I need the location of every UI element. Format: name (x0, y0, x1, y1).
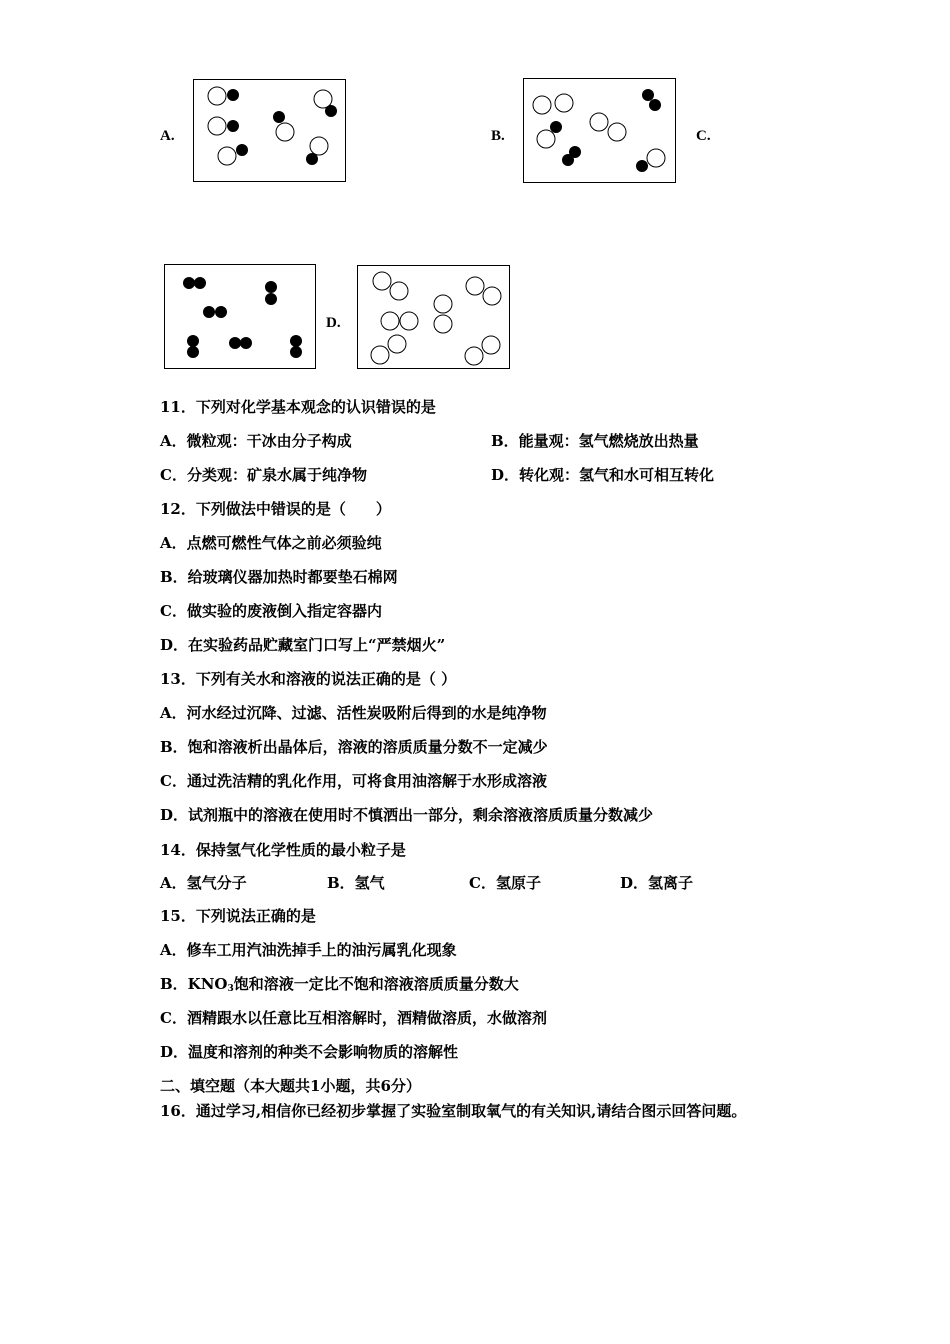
q13-option-d: D．试剂瓶中的溶液在使用时不慎洒出一部分，剩余溶液溶质质量分数减少 (160, 806, 654, 824)
q14-option-b: B．氢气 (327, 874, 385, 892)
q12-option-a: A．点燃可燃性气体之前必须验纯 (160, 534, 382, 552)
molecule-diagram-b (524, 79, 675, 182)
q15-option-b-rest: 饱和溶液一定比不饱和溶液溶质质量分数大 (233, 975, 519, 993)
diagram-box-b (523, 78, 676, 183)
q15-stem: 15．下列说法正确的是 (160, 907, 316, 925)
q15-option-b-prefix: B．KNO (160, 975, 228, 993)
q15-option-c: C．酒精跟水以任意比互相溶解时，酒精做溶质，水做溶剂 (160, 1009, 547, 1027)
molecule-diagram-c (165, 265, 315, 368)
q11-stem: 11．下列对化学基本观念的认识错误的是 (160, 398, 436, 416)
diagram-box-d (357, 265, 510, 369)
q12-option-c: C．做实验的废液倒入指定容器内 (160, 602, 382, 620)
molecule-diagram-a (194, 80, 345, 181)
q14-option-c: C．氢原子 (469, 874, 541, 892)
q15-option-d: D．温度和溶剂的种类不会影响物质的溶解性 (160, 1043, 459, 1061)
diagram-box-a (193, 79, 346, 182)
q12-option-b: B．给玻璃仪器加热时都要垫石棉网 (160, 568, 398, 586)
q15-option-b (160, 974, 519, 999)
option-a-label: A. (160, 128, 175, 144)
q14-option-a: A．氢气分子 (160, 874, 247, 892)
q11-option-d: D．转化观：氢气和水可相互转化 (491, 466, 715, 484)
q13-option-b: B．饱和溶液析出晶体后，溶液的溶质质量分数不一定减少 (160, 738, 548, 756)
section-heading: 二、填空题（本大题共1小题，共6分） (160, 1077, 421, 1095)
q13-option-a: A．河水经过沉降、过滤、活性炭吸附后得到的水是纯净物 (160, 704, 547, 722)
q15-option-b-subscript: 3 (227, 984, 234, 994)
option-d-label: D. (326, 315, 341, 331)
q13-stem: 13．下列有关水和溶液的说法正确的是（ ） (160, 670, 457, 688)
option-c-label: C. (696, 128, 711, 144)
option-b-label: B. (491, 128, 505, 144)
q15-option-a: A．修车工用汽油洗掉手上的油污属乳化现象 (160, 941, 457, 959)
q14-option-d: D．氢离子 (620, 874, 694, 892)
q11-option-a: A．微粒观：干冰由分子构成 (160, 432, 352, 450)
q11-option-c: C．分类观：矿泉水属于纯净物 (160, 466, 367, 484)
molecule-diagram-d (358, 266, 509, 368)
q12-stem: 12．下列做法中错误的是（ ） (160, 500, 391, 518)
q11-option-b: B．能量观：氢气燃烧放出热量 (491, 432, 699, 450)
diagram-box-c (164, 264, 316, 369)
q12-option-d: D．在实验药品贮藏室门口写上“严禁烟火” (160, 636, 446, 654)
q16-stem: 16．通过学习,相信你已经初步掌握了实验室制取氧气的有关知识,请结合图示回答问题。 (160, 1102, 747, 1120)
q14-stem: 14．保持氢气化学性质的最小粒子是 (160, 841, 406, 859)
q13-option-c: C．通过洗洁精的乳化作用，可将食用油溶解于水形成溶液 (160, 772, 547, 790)
